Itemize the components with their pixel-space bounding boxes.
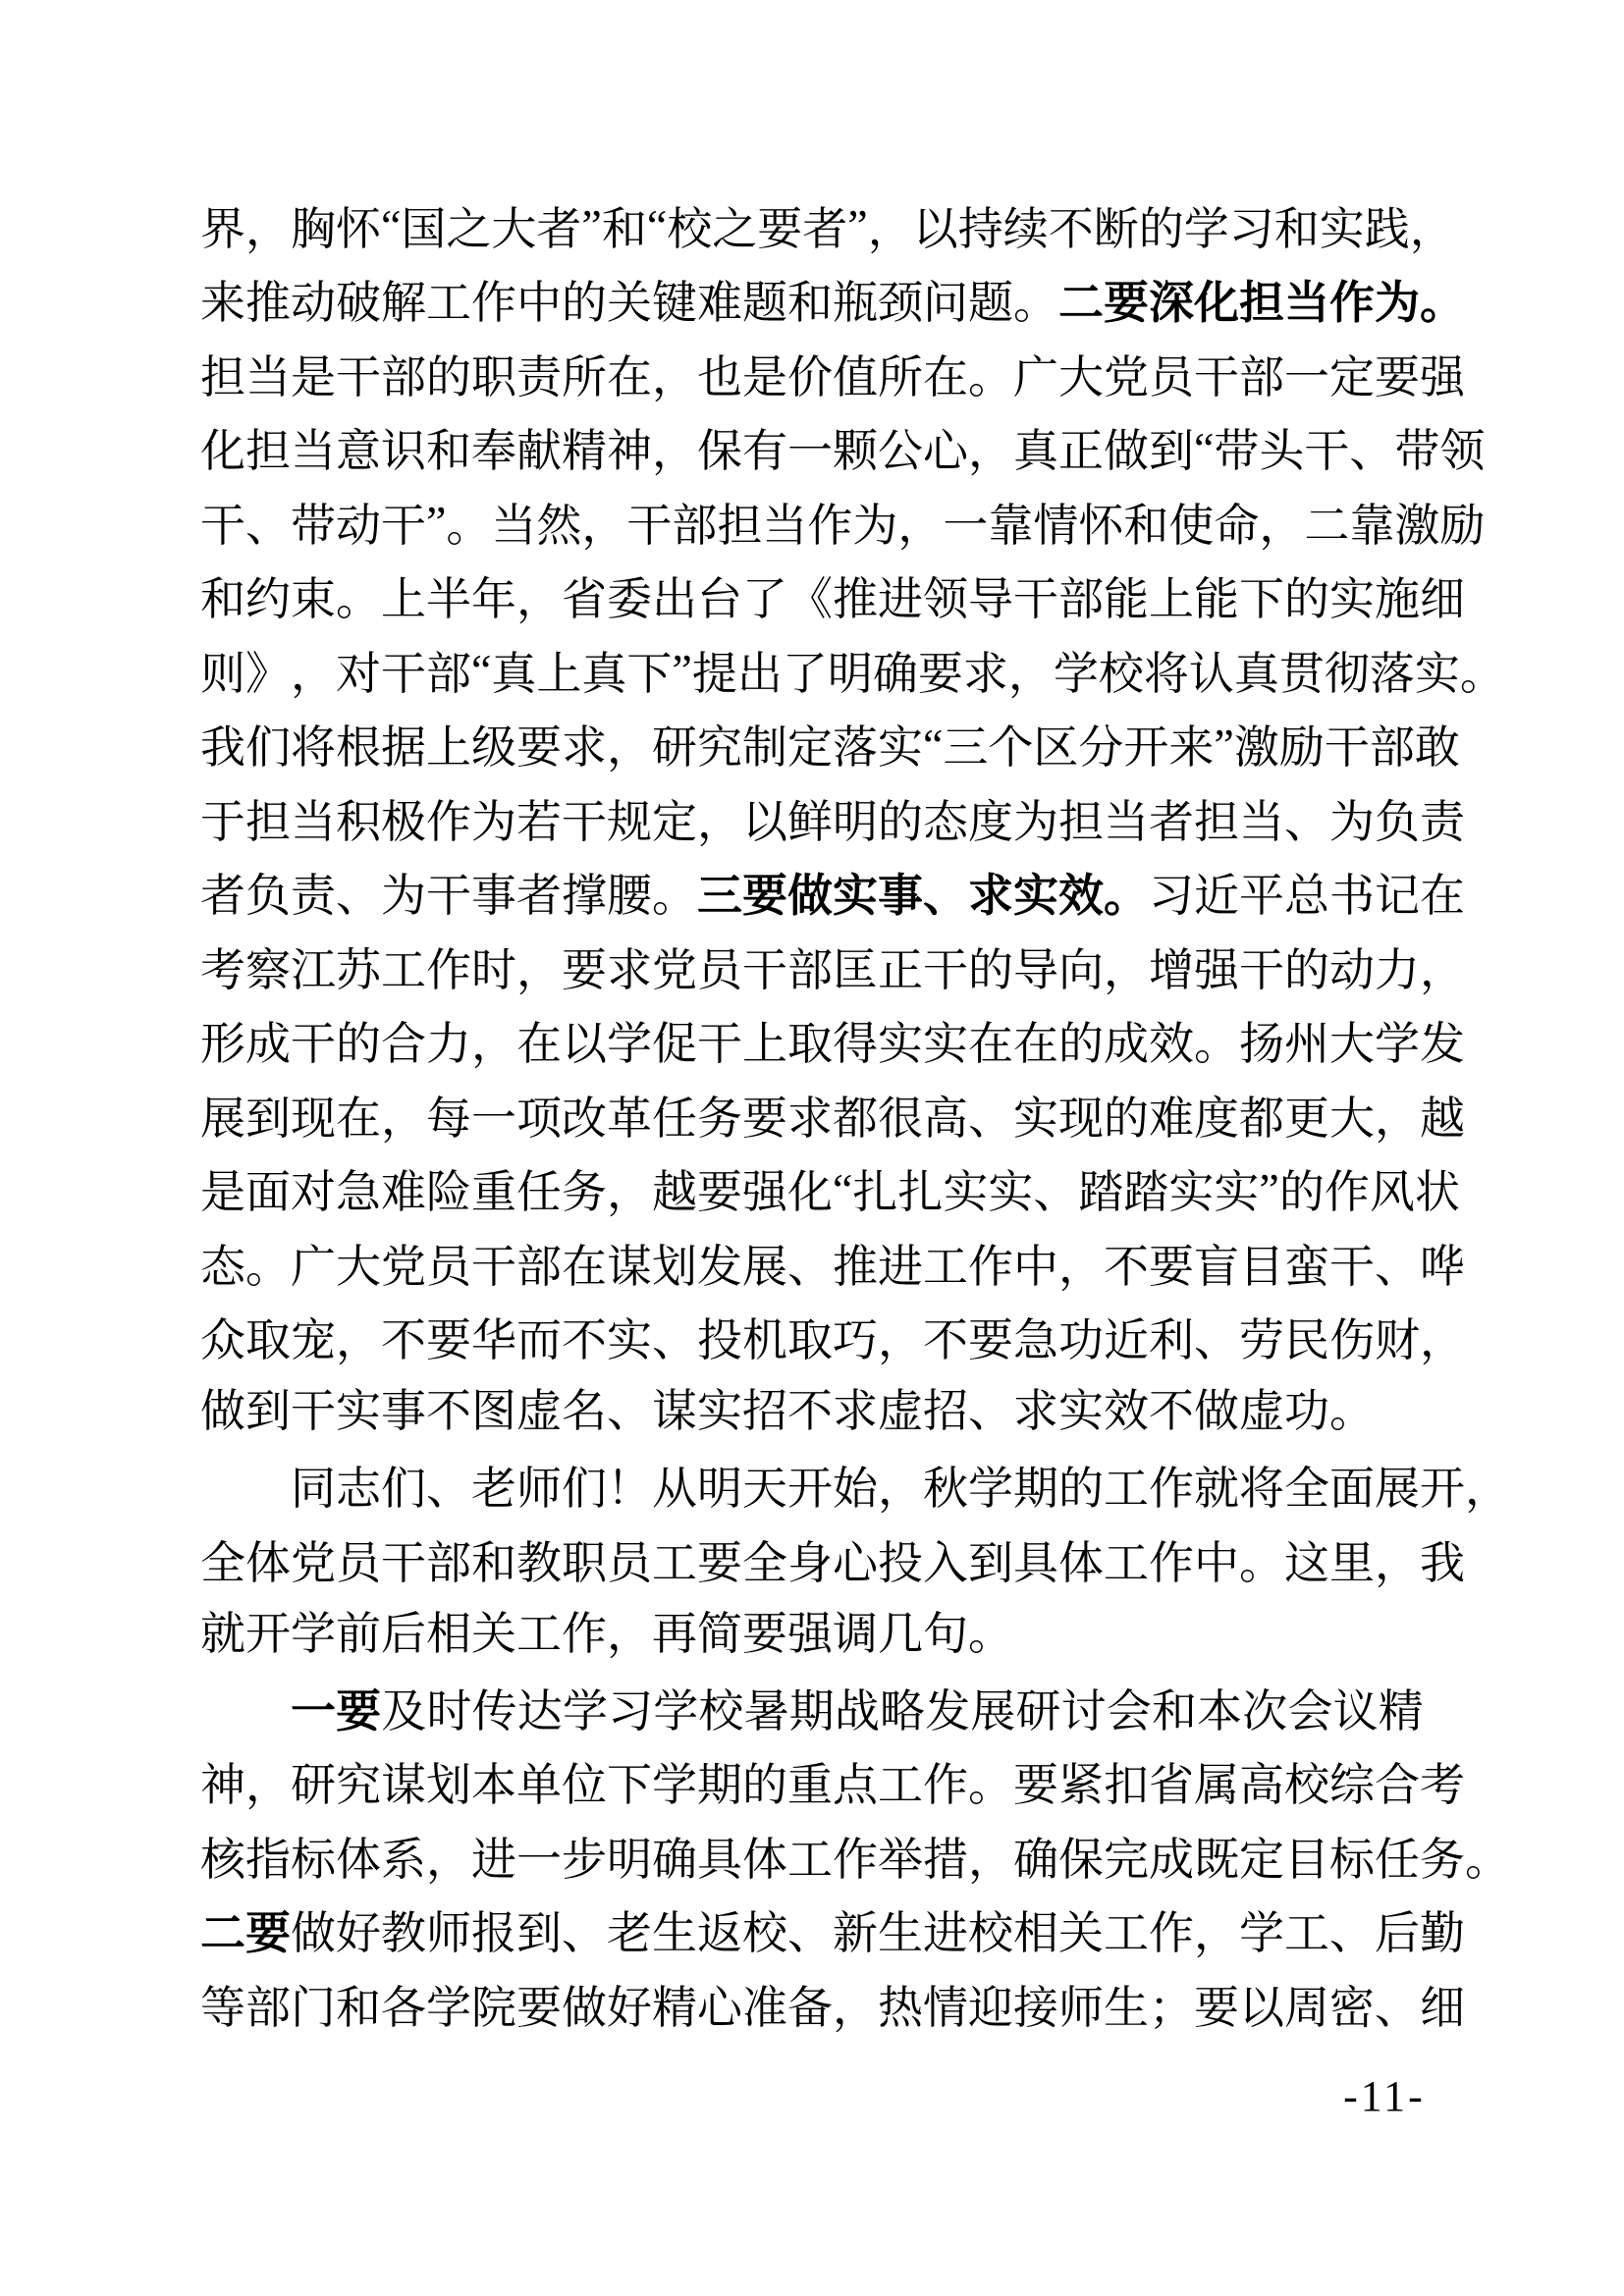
text-line: 考 察 江 苏 工 作 时 ， 要 求 党 员 干 部 匡 正 干 的 导 向 ， 增 强 干 的 动 力 ， [200,944,1465,995]
text-line: 则 》 ， 对 干 部 “ 真 上 真 下 ” 提 出 了 明 确 要 求 ， 学 校 将 认 真 贯 彻 落 实 。 [200,645,1505,699]
text-line: 就开学前后相关工作，再简要强调几句。 [200,1608,1013,1659]
text-line: 是 面 对 急 难 险 重 任 务 ， 越 要 强 化 “ 扎 扎 实 实 、 踏 踏 实 实 ” 的 作 风 状 [200,1163,1460,1218]
text-line: 做到干实事不图虚名、谋实招不求虚招、求实效不做虚功。 [200,1386,1375,1436]
text-line: 化 担 当 意 识 和 奉 献 精 神 ， 保 有 一 颗 公 心 ， 真 正 做 到 “ 带 头 干 、 带 领 [200,422,1486,477]
text-line: 核 指 标 体 系 ， 进 一 步 明 确 具 体 工 作 举 措 ， 确 保 完 成 既 定 目 标 任 务 。 [200,1834,1510,1885]
text-line: 形 成 干 的 合 力 ， 在 以 学 促 干 上 取 得 实 实 在 在 的 成 效 。 扬 州 大 学 发 [200,1019,1465,1070]
text-line: 我 们 将 根 据 上 级 要 求 ， 研 究 制 定 落 实 “ 三 个 区 分 开 来 ” 激 励 干 部 敢 [200,719,1460,774]
text-line: 于 担 当 积 极 作 为 若 干 规 定 ， 以 鲜 明 的 态 度 为 担 当 者 担 当 、 为 负 责 [200,796,1465,847]
text-line: 等 部 门 和 各 学 院 要 做 好 精 心 准 备 ， 热 情 迎 接 师 生 ； 要 以 周 密 、 细 [200,1982,1465,2033]
text-line: 者 负 责 、 为 干 事 者 撑 腰 。 三 要 做 实 事 、 求 实 效 。 习 近 平 总 书 记 在 [200,871,1465,922]
text-line: 干 、 带 动 干 ” 。 当 然 ， 干 部 担 当 作 为 ， 一 靠 情 怀 和 使 命 ， 二 靠 激 励 [200,497,1486,551]
text-line: 全 体 党 员 干 部 和 教 职 员 工 要 全 身 心 投 入 到 具 体 工 作 中 。 这 里 ， 我 [200,1537,1465,1588]
text-line: 一 要 及 时 传 达 学 习 学 校 暑 期 战 略 发 展 研 讨 会 和 本 次 会 议 精 [291,1685,1424,1736]
text-line: 来 推 动 破 解 工 作 中 的 关 键 难 题 和 瓶 颈 问 题 。 二 要 深 化 担 当 作 为 。 [200,278,1465,329]
text-line: 展 到 现 在 ， 每 一 项 改 革 任 务 要 求 都 很 高 、 实 现 的 难 度 都 更 大 ， 越 [200,1093,1465,1144]
page-number: -11- [1343,2072,1426,2120]
text-line: 众 取 宠 ， 不 要 华 而 不 实 、 投 机 取 巧 ， 不 要 急 功 近 利 、 劳 民 伤 财 ， [200,1315,1465,1366]
text-line: 同 志 们 、 老 师 们 ！ 从 明 天 开 始 ， 秋 学 期 的 工 作 就 将 全 面 展 开 ， [291,1464,1510,1515]
text-line: 界 ， 胸 怀 “ 国 之 大 者 ” 和 “ 校 之 要 者 ” ， 以 持 续 不 断 的 学 习 和 实 践 ， [200,200,1455,254]
text-line: 态 。 广 大 党 员 干 部 在 谋 划 发 展 、 推 进 工 作 中 ， 不 要 盲 目 蛮 干 、 哗 [200,1241,1465,1292]
text-line: 二 要 做 好 教 师 报 到 、 老 生 返 校 、 新 生 进 校 相 关 工 作 ， 学 工 、 后 勤 [200,1908,1465,1959]
document-body [200,188,1510,2042]
text-line: 担 当 是 干 部 的 职 责 所 在 ， 也 是 价 值 所 在 。 广 大 党 员 干 部 一 定 要 强 [200,351,1465,402]
text-line: 神 ， 研 究 谋 划 本 单 位 下 学 期 的 重 点 工 作 。 要 紧 扣 省 属 高 校 综 合 考 [200,1760,1465,1811]
text-line: 和 约 束 。 上 半 年 ， 省 委 出 台 了 《 推 进 领 导 干 部 能 上 能 下 的 实 施 细 [200,574,1465,625]
